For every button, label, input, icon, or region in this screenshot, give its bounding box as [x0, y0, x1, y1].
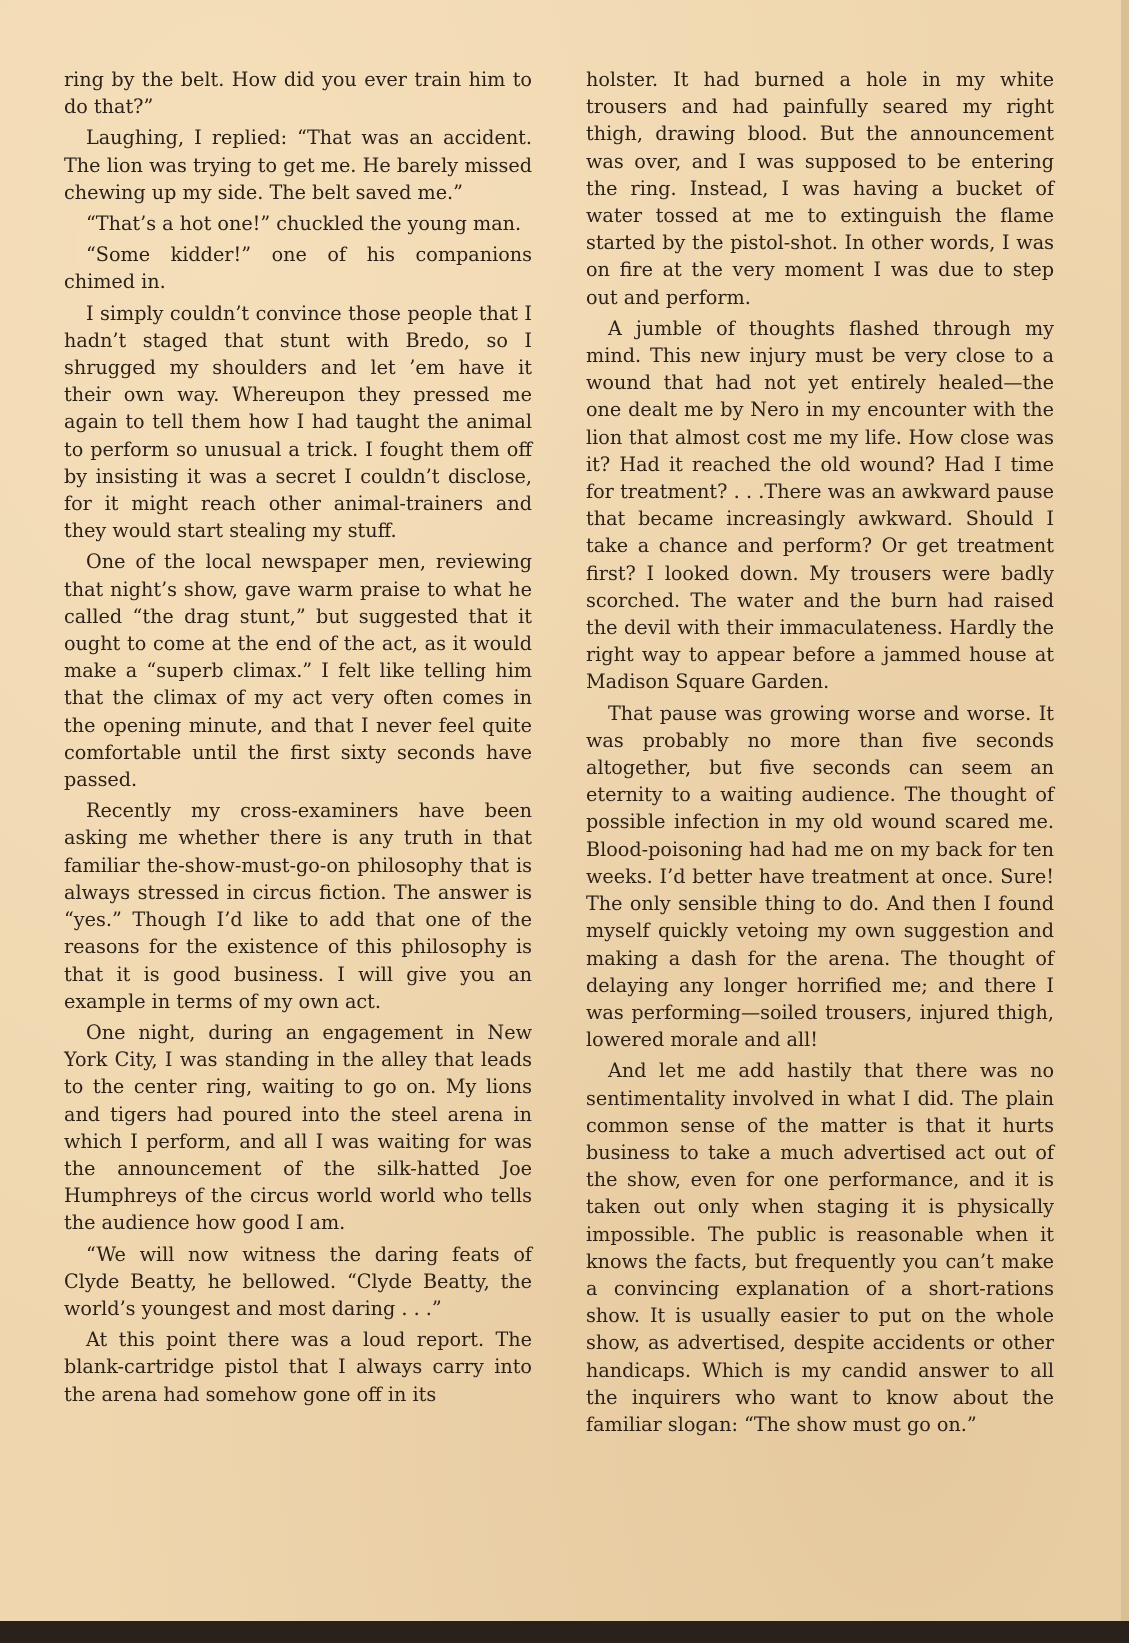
paragraph: holster. It had burned a hole in my white trousers and had painfully seared my right thigh, drawing blood. But the announcement was over, and I was supposed to be entering the ring. Instead, I was having a bucket of water tossed at me to extinguish the flame started by the pistol-shot. In other words, I was on fire at the very moment I was due to step out and perform.	[586, 68, 1054, 309]
paragraph: “That’s a hot one!” chuckled the young man.	[86, 212, 522, 236]
paragraph: Recently my cross-examiners have been asking me whether there is any truth in that familiar the-show-must-go-on philosophy that is always stressed in circus fiction. The answer is “yes.” Though I’d like to add that one of the reasons for the existence of this philosophy is that it is good business. I will give you an example in terms of my own act.	[64, 799, 532, 1013]
paragraph: “Some kidder!” one of his companions chimed in.	[64, 243, 532, 294]
paragraph: One night, during an engagement in New York City, I was standing in the alley that leads to the center ring, waiting to go on. My lions and tigers had poured into the steel arena in which I perform, and all I was waiting for was the announcement of the silk-hatted Joe Humphreys of the circus world world who tells the audience how good I am.	[64, 1020, 532, 1235]
paragraph: “We will now witness the daring feats of Clyde Beatty, he bellowed. “Clyde Beatty, the world’s youngest and most daring . . .”	[64, 1242, 532, 1320]
paragraph: One of the local newspaper men, reviewing that night’s show, gave warm praise to what he called “the drag stunt,” but suggested that it ought to come at the end of the act, as it would make a “superb climax.” I felt like telling him that the climax of my act very often comes in the opening minute, and that I never feel quite comfortable until the first sixty seconds have passed.	[64, 550, 532, 792]
page-edge-right	[1121, 0, 1129, 1643]
paragraph: And let me add hastily that there was no sentimentality involved in what I did. The plain common sense of the matter is that it hurts business to take a much advertised act out of the show, even for one performance, and it is taken out only when staging it is physically impossible. The public is reasonable when it knows the facts, but frequently you can’t make a convincing explanation of a short-rations show. It is usually easier to put on the whole show, as advertised, despite accidents or other handicaps. Which is my candid answer to all the inquirers who want to know about the familiar slogan: “The show must go on.”	[586, 1059, 1054, 1436]
paragraph: At this point there was a loud report. The blank-cartridge pistol that I always carry into the arena had somehow gone off in its	[64, 1328, 532, 1406]
paragraph: Laughing, I replied: “That was an accident. The lion was trying to get me. He barely missed chewing up my side. The belt saved me.”	[64, 126, 532, 204]
text-column-right	[586, 66, 1054, 1442]
paragraph: A jumble of thoughts flashed through my mind. This new injury must be very close to a wound that had not yet entirely healed—the one dealt me by Nero in my encounter with the lion that almost cost me my life. How close was it? Had it reached the old wound? Had I time for treatment? . . .There was an awkward pause that became increasingly awkward. Should I take a chance and perform? Or get treatment first? I looked down. My trousers were badly scorched. The water and the burn had raised the devil with their immaculateness. Hardly the right way to appear before a jammed house at Madison Square Garden.	[586, 316, 1054, 694]
paragraph: I simply couldn’t convince those people that I hadn’t staged that stunt with Bredo, so I shrugged my shoulders and let ’em have it their own way. Whereupon they pressed me again to tell them how I had taught the animal to perform so unusual a trick. I fought them off by insisting it was a secret I couldn’t disclose, for it might reach other animal-trainers and they would start stealing my stuff.	[64, 301, 532, 543]
text-column-left	[64, 66, 532, 1412]
paragraph: That pause was growing worse and worse. It was probably no more than five seconds altogether, but five seconds can seem an eternity to a waiting audience. The thought of possible infection in my old wound scared me. Blood-poisoning had had me on my back for ten weeks. I’d better have treatment at once. Sure! The only sensible thing to do. And then I found myself quickly vetoing my own suggestion and making a dash for the arena. The thought of delaying any longer horrified me; and there I was performing—soiled trousers, injured thigh, lowered morale and all!	[586, 701, 1054, 1052]
paragraph: ring by the belt. How did you ever train him to do that?”	[64, 68, 532, 119]
page-bottom-edge	[0, 1621, 1129, 1643]
